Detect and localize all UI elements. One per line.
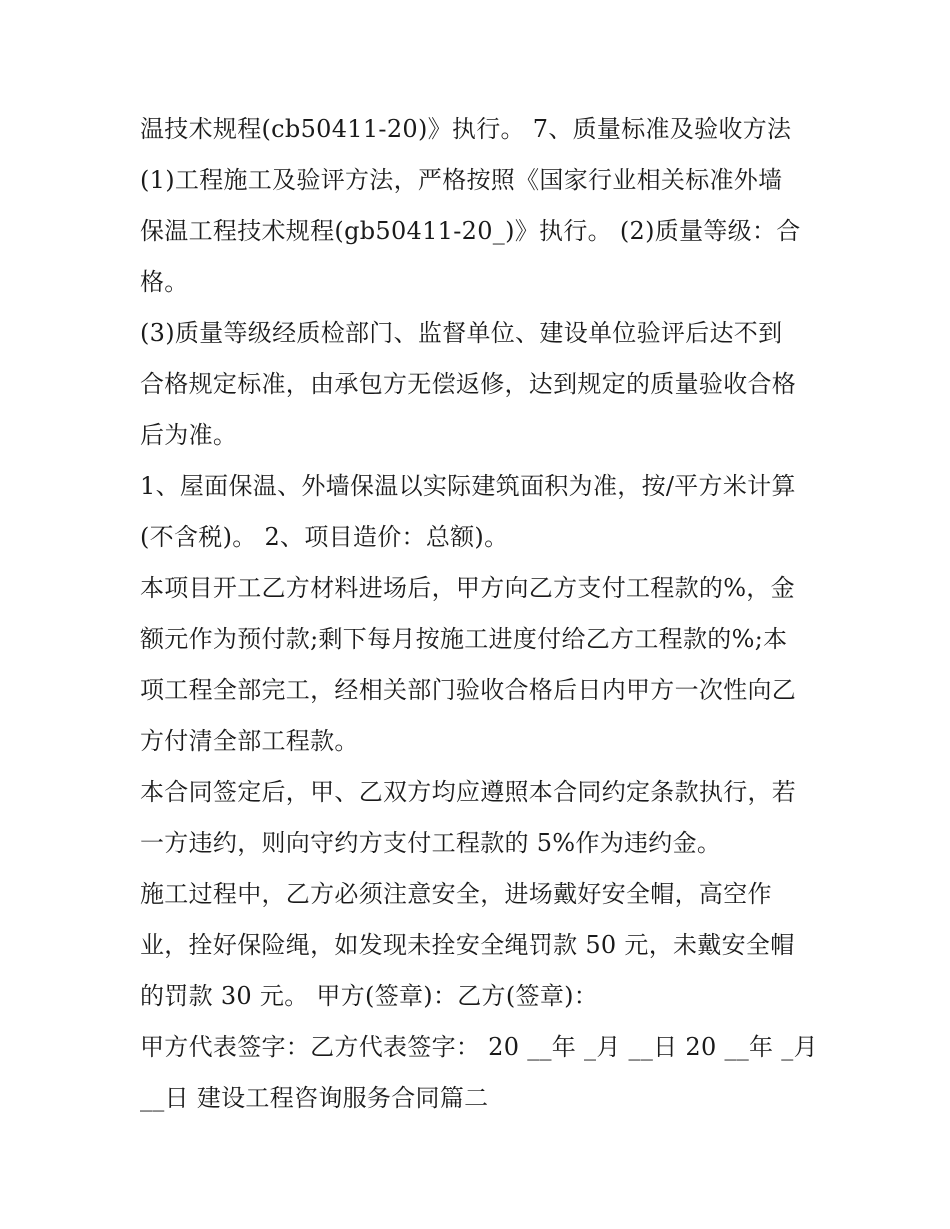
text-line-16: 施工过程中，乙方必须注意安全，进场戴好安全帽，高空作 xyxy=(140,880,772,908)
text-line-14: 本合同签定后，甲、乙双方均应遵照本合同约定条款执行，若 xyxy=(140,778,797,806)
text-line-12: 项工程全部完工，经相关部门验收合格后日内甲方一次性向乙 xyxy=(140,676,797,704)
text-line-15: 一方违约，则向守约方支付工程款的 5%作为违约金。 xyxy=(140,829,722,857)
text-line-6: 合格规定标准，由承包方无偿返修，达到规定的质量验收合格 xyxy=(140,370,797,398)
text-line-5: (3)质量等级经质检部门、监督单位、建设单位验评后达不到 xyxy=(140,319,783,347)
text-line-9: (不含税)。 2、项目造价：总额)。 xyxy=(140,523,509,551)
text-line-3: 保温工程技术规程(gb50411-20_)》执行。 (2)质量等级：合 xyxy=(140,217,801,245)
document-body xyxy=(140,104,830,1124)
text-line-11: 额元作为预付款;剩下每月按施工进度付给乙方工程款的%;本 xyxy=(140,625,788,653)
text-line-10: 本项目开工乙方材料进场后，甲方向乙方支付工程款的%，金 xyxy=(140,574,795,602)
text-line-8: 1、屋面保温、外墙保温以实际建筑面积为准，按/平方米计算 xyxy=(140,472,796,500)
text-line-1: 温技术规程(cb50411-20)》执行。 7、质量标准及验收方法 xyxy=(140,115,792,143)
text-line-4: 格。 xyxy=(140,268,189,296)
text-line-18: 的罚款 30 元。 甲方(签章)：乙方(签章)： xyxy=(140,982,599,1010)
text-line-19: 甲方代表签字：乙方代表签字： 20 __年 _月 __日 20 __年 _月 xyxy=(140,1033,818,1061)
text-line-2: (1)工程施工及验评方法，严格按照《国家行业相关标准外墙 xyxy=(140,166,783,194)
text-line-17: 业，拴好保险绳，如发现未拴安全绳罚款 50 元，未戴安全帽 xyxy=(140,931,795,959)
text-line-13: 方付清全部工程款。 xyxy=(140,727,359,755)
text-line-7: 后为准。 xyxy=(140,421,238,449)
text-line-20: __日 建设工程咨询服务合同篇二 xyxy=(140,1084,489,1112)
